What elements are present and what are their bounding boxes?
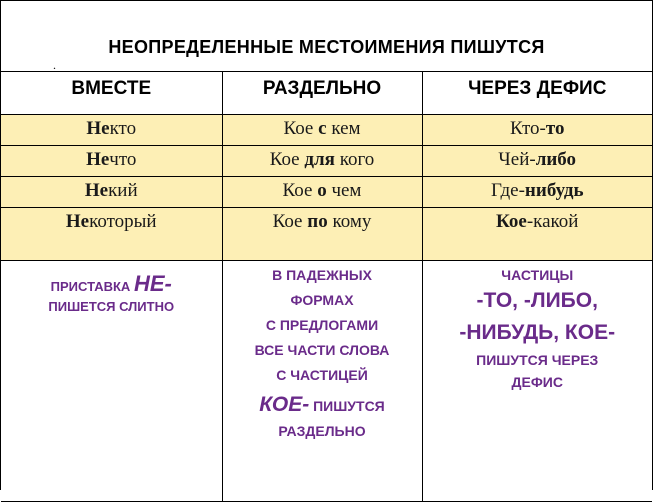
header-row [1, 72, 652, 115]
example-together: Некий [1, 177, 222, 208]
example-row [1, 177, 652, 208]
example-together: Нечто [1, 146, 222, 177]
example-hyphen: Кое-какой [422, 208, 652, 261]
title-row [1, 1, 652, 72]
table-title: НЕОПРЕДЕЛЕННЫЕ МЕСТОИМЕНИЯ ПИШУТСЯ [108, 37, 545, 57]
example-hyphen: Где-нибудь [422, 177, 652, 208]
header-separate: РАЗДЕЛЬНО [222, 72, 422, 115]
rule-together: ПРИСТАВКА НЕ- ПИШЕТСЯ СЛИТНО [1, 261, 222, 502]
header-hyphen: ЧЕРЕЗ ДЕФИС [422, 72, 652, 115]
rule-hyphen: ЧАСТИЦЫ -ТО, -ЛИБО, -НИБУДЬ, КОЕ- ПИШУТСЯ ЧЕРЕЗ ДЕФИС [422, 261, 652, 502]
rule-row [1, 261, 652, 502]
header-together: ВМЕСТЕ [1, 72, 222, 115]
example-together: Некоторый [1, 208, 222, 261]
example-hyphen: Кто-то [422, 115, 652, 146]
example-separate: Кое по кому [222, 208, 422, 261]
pronoun-table [1, 71, 652, 502]
example-separate: Кое с кем [222, 115, 422, 146]
example-together: Некто [1, 115, 222, 146]
title-mark: . [53, 58, 56, 72]
example-hyphen: Чей-либо [422, 146, 652, 177]
example-row [1, 115, 652, 146]
example-separate: Кое о чем [222, 177, 422, 208]
rule-emphasis: НЕ- [133, 271, 172, 296]
example-separate: Кое для кого [222, 146, 422, 177]
rule-separate: В ПАДЕЖНЫХ ФОРМАХ С ПРЕДЛОГАМИ ВСЕ ЧАСТИ СЛОВА С ЧАСТИЦЕЙ КОЕ- ПИШУТСЯ РАЗДЕЛЬНО [222, 261, 422, 502]
rule-emphasis: КОЕ- [259, 393, 310, 416]
example-row [1, 146, 652, 177]
example-row [1, 208, 652, 261]
